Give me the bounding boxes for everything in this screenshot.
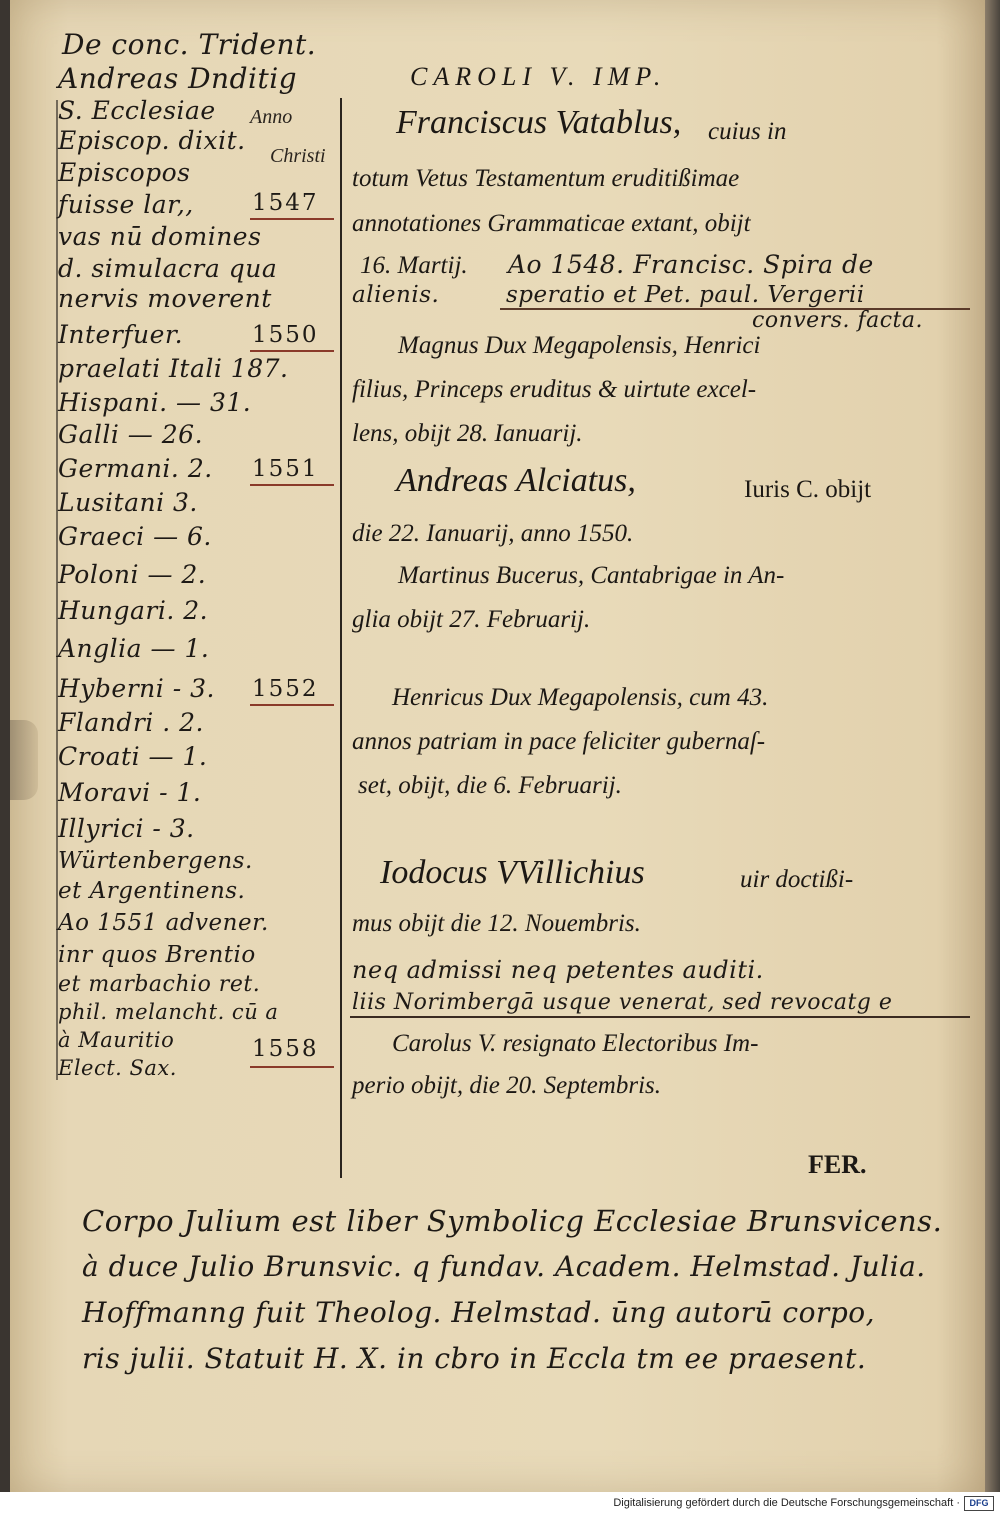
footer-credit: Digitalisierung gefördert durch die Deutsche Forschungsgemeinschaft · <box>613 1497 960 1509</box>
year-label: 1547 <box>252 190 319 216</box>
entry-line: 16. Martij. <box>360 252 468 279</box>
year-underline <box>250 484 334 486</box>
bottom-note-line: à duce Julio Brunsvic. q fundav. Academ. Helmstad. Julia. <box>82 1250 926 1283</box>
page-tab-shadow <box>10 720 38 800</box>
margin-note: Episcop. dixit. <box>58 126 246 155</box>
inline-annotation: liis Norimbergā usque venerat, sed revocatg e <box>352 990 893 1015</box>
margin-note: Lusitani 3. <box>58 488 198 517</box>
entry-line: filius, Princeps eruditus & uirtute excel- <box>352 376 757 403</box>
margin-note: phil. melancht. cū a <box>58 1000 279 1024</box>
margin-note: vas nū domines <box>58 222 262 251</box>
margin-note: Hyberni - 3. <box>58 674 215 703</box>
entry-line: annotationes Grammaticae extant, obijt <box>352 210 751 237</box>
inline-annotation: alienis. <box>352 282 440 308</box>
margin-note: praelati Itali 187. <box>58 354 289 383</box>
margin-note: Episcopos <box>58 158 191 187</box>
margin-note: Germani. 2. <box>58 454 213 483</box>
bottom-note-line: Hoffmanng fuit Theolog. Helmstad. ūng autorū corpo, <box>82 1296 875 1329</box>
margin-note: Hispani. — 31. <box>58 388 252 417</box>
margin-note: Interfuer. <box>58 320 184 349</box>
margin-note: Anglia — 1. <box>58 634 210 663</box>
entry-line: Iuris C. obijt <box>744 476 872 503</box>
entry-name: Andreas Alciatus, <box>396 462 636 499</box>
annotation-underline <box>350 1016 970 1018</box>
entry-line: set, obijt, die 6. Februarij. <box>358 772 622 799</box>
margin-note: Andreas Dnditig <box>58 62 298 95</box>
entry-line: cuius in <box>708 118 787 145</box>
entry-name: Franciscus Vatablus, <box>396 104 682 141</box>
margin-note: inr quos Brentio <box>58 942 256 968</box>
margin-note: Graeci — 6. <box>58 522 212 551</box>
entry-line: Magnus Dux Megapolensis, Henrici <box>398 332 761 359</box>
inline-annotation: neq admissi neq petentes auditi. <box>352 956 764 984</box>
margin-note: Hungari. 2. <box>58 596 209 625</box>
margin-note-heading: De conc. Trident. <box>62 28 317 61</box>
year-label: 1552 <box>252 676 319 702</box>
entry-line: lens, obijt 28. Ianuarij. <box>352 420 583 447</box>
anno-label: Christi <box>270 145 326 167</box>
bottom-note-line: ris julii. Statuit H. X. in cbro in Eccla tm ee praesent. <box>82 1342 867 1375</box>
year-underline <box>250 704 334 706</box>
margin-note: Elect. Sax. <box>58 1056 177 1080</box>
entry-line: totum Vetus Testamentum eruditißimae <box>352 165 740 192</box>
running-title: CAROLI V. IMP. <box>410 62 667 91</box>
catchword: FER. <box>808 1150 867 1179</box>
margin-note: à Mauritio <box>58 1028 175 1052</box>
margin-note: Illyrici - 3. <box>58 814 195 843</box>
anno-label: Anno <box>250 106 293 128</box>
column-rule <box>340 98 342 1178</box>
margin-note: Galli — 26. <box>58 420 204 449</box>
inline-annotation: speratio et Pet. paul. Vergerii <box>506 282 865 308</box>
page-edge <box>985 0 1000 1492</box>
year-label: 1551 <box>252 456 319 482</box>
entry-line: mus obijt die 12. Nouembris. <box>352 910 641 937</box>
dfg-logo: DFG <box>964 1496 994 1511</box>
entry-line: Henricus Dux Megapolensis, cum 43. <box>392 684 769 711</box>
margin-note: nervis moverent <box>58 284 272 313</box>
margin-note: fuisse lar,, <box>58 190 194 219</box>
year-underline <box>250 1066 334 1068</box>
entry-line: Martinus Bucerus, Cantabrigae in An- <box>398 562 785 589</box>
margin-note: Croati — 1. <box>58 742 208 771</box>
margin-note: Moravi - 1. <box>58 778 202 807</box>
entry-line: die 22. Ianuarij, anno 1550. <box>352 520 634 547</box>
entry-name: Iodocus VVillichius <box>380 854 645 891</box>
bottom-note-line: Corpo Julium est liber Symbolicg Ecclesiae Brunsvicens. <box>82 1204 943 1238</box>
margin-note: et marbachio ret. <box>58 972 261 997</box>
margin-note: Flandri . 2. <box>58 708 204 737</box>
margin-note: Poloni — 2. <box>58 560 207 589</box>
entry-line: Carolus V. resignato Electoribus Im- <box>392 1030 759 1057</box>
year-underline <box>250 218 334 220</box>
year-underline <box>250 350 334 352</box>
entry-line: uir doctißi- <box>740 866 854 893</box>
margin-note: d. simulacra qua <box>58 254 278 283</box>
footer-bar <box>0 1492 1000 1514</box>
year-label: 1558 <box>252 1036 319 1062</box>
entry-line: glia obijt 27. Februarij. <box>352 606 591 633</box>
entry-line: perio obijt, die 20. Septembris. <box>352 1072 661 1099</box>
inline-annotation: Ao 1548. Francisc. Spira de <box>508 250 874 279</box>
margin-note: Ao 1551 advener. <box>58 910 269 936</box>
year-label: 1550 <box>252 322 319 348</box>
inline-annotation: convers. facta. <box>752 308 924 333</box>
margin-note: S. Ecclesiae <box>58 96 216 125</box>
entry-line: annos patriam in pace feliciter gubernaſ- <box>352 728 766 755</box>
margin-note: Würtenbergens. <box>58 848 253 874</box>
margin-note: et Argentinens. <box>58 878 246 904</box>
